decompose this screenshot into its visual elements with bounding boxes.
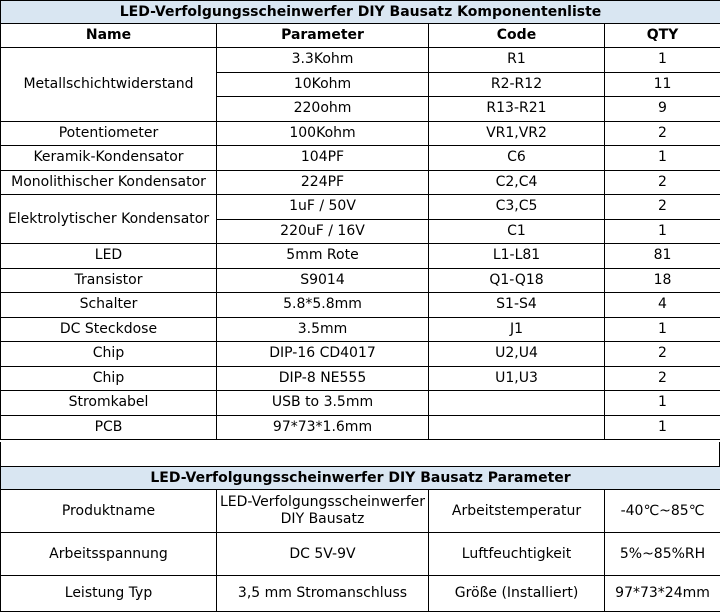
component-code (429, 391, 605, 416)
component-name: Metallschichtwiderstand (1, 48, 217, 122)
component-qty: 9 (605, 97, 720, 122)
table-row (1, 293, 720, 318)
param-value: DC 5V-9V (217, 533, 429, 576)
component-qty: 2 (605, 366, 720, 391)
component-qty: 81 (605, 244, 720, 269)
component-qty: 1 (605, 415, 720, 440)
param-label: Größe (Installiert) (429, 576, 605, 612)
component-qty: 1 (605, 48, 720, 73)
component-code (429, 415, 605, 440)
component-name: Chip (1, 366, 217, 391)
component-code: R13-R21 (429, 97, 605, 122)
component-parameter: 100Kohm (217, 121, 429, 146)
component-code: U1,U3 (429, 366, 605, 391)
col-header-code: Code (429, 24, 605, 48)
component-code: S1-S4 (429, 293, 605, 318)
component-qty: 2 (605, 342, 720, 367)
component-parameter: 104PF (217, 146, 429, 171)
component-code: Q1-Q18 (429, 268, 605, 293)
component-parameter: 220ohm (217, 97, 429, 122)
table-row (1, 391, 720, 416)
table-gap (0, 442, 720, 466)
component-qty: 1 (605, 146, 720, 171)
component-name: LED (1, 244, 217, 269)
component-parameter: 5mm Rote (217, 244, 429, 269)
component-parameter: 224PF (217, 170, 429, 195)
component-parameter: 97*73*1.6mm (217, 415, 429, 440)
component-parameter: 220uF / 16V (217, 219, 429, 244)
table-row (1, 170, 720, 195)
parameters-table (0, 466, 720, 612)
table-row (1, 244, 720, 269)
component-code: C6 (429, 146, 605, 171)
col-header-qty: QTY (605, 24, 720, 48)
table-row (1, 317, 720, 342)
component-parameter: S9014 (217, 268, 429, 293)
component-code: R2-R12 (429, 72, 605, 97)
table-row (1, 146, 720, 171)
component-qty: 1 (605, 391, 720, 416)
component-name: Elektrolytischer Kondensator (1, 195, 217, 244)
table-row (1, 268, 720, 293)
param-label: Arbeitsspannung (1, 533, 217, 576)
component-code: C1 (429, 219, 605, 244)
col-header-parameter: Parameter (217, 24, 429, 48)
component-name: Chip (1, 342, 217, 367)
component-list-title: LED-Verfolgungsscheinwerfer DIY Bausatz Komponentenliste (1, 1, 720, 24)
component-qty: 2 (605, 170, 720, 195)
component-parameter: DIP-16 CD4017 (217, 342, 429, 367)
component-name: DC Steckdose (1, 317, 217, 342)
component-parameter: 5.8*5.8mm (217, 293, 429, 318)
param-value: 5%~85%RH (605, 533, 720, 576)
table-row (1, 195, 720, 220)
component-code: R1 (429, 48, 605, 73)
component-qty: 4 (605, 293, 720, 318)
component-name: PCB (1, 415, 217, 440)
col-header-name: Name (1, 24, 217, 48)
component-parameter: 3.5mm (217, 317, 429, 342)
component-qty: 1 (605, 219, 720, 244)
param-label: Arbeitstemperatur (429, 490, 605, 533)
component-parameter: DIP-8 NE555 (217, 366, 429, 391)
component-qty: 18 (605, 268, 720, 293)
component-name: Keramik-Kondensator (1, 146, 217, 171)
param-label: Leistung Typ (1, 576, 217, 612)
component-code: VR1,VR2 (429, 121, 605, 146)
component-name: Transistor (1, 268, 217, 293)
table-row (1, 366, 720, 391)
component-parameter: USB to 3.5mm (217, 391, 429, 416)
param-value: 3,5 mm Stromanschluss (217, 576, 429, 612)
component-qty: 2 (605, 121, 720, 146)
table-row (1, 48, 720, 73)
component-code: L1-L81 (429, 244, 605, 269)
param-value: 97*73*24mm (605, 576, 720, 612)
component-qty: 2 (605, 195, 720, 220)
component-code: U2,U4 (429, 342, 605, 367)
param-label: Produktname (1, 490, 217, 533)
param-value: LED-Verfolgungsscheinwerfer DIY Bausatz (217, 490, 429, 533)
component-parameter: 3.3Kohm (217, 48, 429, 73)
param-label: Luftfeuchtigkeit (429, 533, 605, 576)
component-name: Schalter (1, 293, 217, 318)
component-name: Potentiometer (1, 121, 217, 146)
component-parameter: 1uF / 50V (217, 195, 429, 220)
parameters-title: LED-Verfolgungsscheinwerfer DIY Bausatz Parameter (1, 467, 720, 490)
table-row (1, 415, 720, 440)
component-parameter: 10Kohm (217, 72, 429, 97)
component-code: J1 (429, 317, 605, 342)
component-code: C2,C4 (429, 170, 605, 195)
component-name: Stromkabel (1, 391, 217, 416)
component-qty: 11 (605, 72, 720, 97)
component-qty: 1 (605, 317, 720, 342)
param-value: -40℃~85℃ (605, 490, 720, 533)
table-row (1, 342, 720, 367)
component-code: C3,C5 (429, 195, 605, 220)
component-name: Monolithischer Kondensator (1, 170, 217, 195)
table-row (1, 121, 720, 146)
